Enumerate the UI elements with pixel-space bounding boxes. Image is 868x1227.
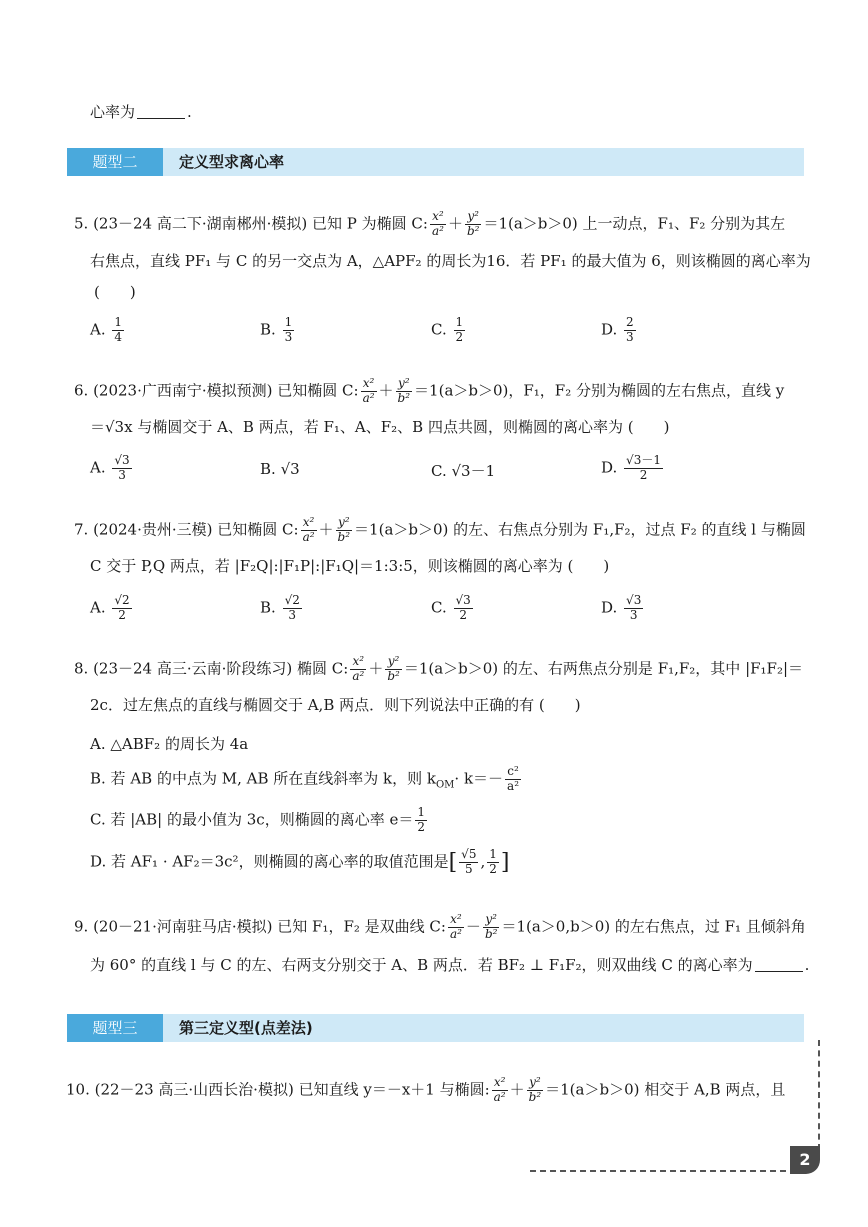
section-title: 定义型求离心率 <box>179 153 285 171</box>
section-header-type2 <box>67 148 804 176</box>
section-header-type3 <box>67 1014 804 1042</box>
section-tag: 题型三 <box>67 1014 163 1042</box>
question-6-line1: 6. (2023·广西南宁·模拟预测) 已知椭圆 C: $\frac{\text{x²}}{\text{a²}}$ ＋ $\frac{\text{y²}}{\text{b²}}$ ＝1(a＞b＞0)，F₁，F₂ 分别为椭圆的左右焦点，直线 y <box>74 376 785 405</box>
q5-option-d[interactable]: D. $\frac{2}{3}$ <box>601 315 634 344</box>
question-10-line1: 10. (22－23 高三·山西长治·模拟) 已知直线 y＝－x＋1 与椭圆: $\frac{\text{x²}}{\text{a²}}$ ＋ $\frac{\text{y²}}{\text{b²}}$ ＝1(a＞b＞0) 相交于 A,B 两点，且 <box>66 1075 786 1104</box>
question-8-line2: 2c．过左焦点的直线与椭圆交于 A,B 两点．则下列说法中正确的有 ( ) <box>90 696 581 714</box>
question-5-line2: 右焦点，直线 PF₁ 与 C 的另一交点为 A，△APF₂ 的周长为16．若 PF₁ 的最大值为 6，则该椭圆的离心率为 <box>90 252 811 270</box>
question-8-line1: 8. (23－24 高三·云南·阶段练习) 椭圆 C: $\frac{\text{x²}}{\text{a²}}$ ＋ $\frac{\text{y²}}{\text{b²}}$ ＝1(a＞b＞0) 的左、右两焦点分别是 F₁,F₂，其中 |F₁F₂|＝ <box>74 654 804 683</box>
question-7-line2: C 交于 P,Q 两点，若 |F₂Q|:|F₁P|:|F₁Q|＝1:3:5，则该椭圆的离心率为 ( ) <box>90 557 610 575</box>
q5-option-c[interactable]: C. $\frac{1}{2}$ <box>431 315 464 344</box>
page-corner-dashed-vertical <box>818 1040 820 1150</box>
q5-option-a[interactable]: A. $\frac{1}{4}$ <box>90 315 123 344</box>
answer-blank[interactable] <box>755 957 803 972</box>
question-5-line3: ( ) <box>94 283 136 301</box>
section-title: 第三定义型(点差法) <box>179 1019 313 1037</box>
question-9-line2: 为 60° 的直线 l 与 C 的左、右两支分别交于 A、B 两点．若 BF₂ ⊥ F₁F₂，则双曲线 C 的离心率为 . <box>90 956 810 974</box>
question-5-line1: 5. (23－24 高二下·湖南郴州·模拟) 已知 P 为椭圆 C: $\frac{\text{x²}}{\text{a²}}$ ＋ $\frac{\text{y²}}{\text{b²}}$ ＝1(a＞b＞0) 上一动点，F₁、F₂ 分别为其左 <box>74 209 786 238</box>
q7-option-c[interactable]: C. $\frac{√3}{2}$ <box>431 593 471 622</box>
q8-option-d[interactable]: D. 若 AF₁ · AF₂＝3c²，则椭圆的离心率的取值范围是[ $\frac{√5}{5}$ , $\frac{1}{2}$ ] <box>90 847 510 876</box>
question-7-line1: 7. (2024·贵州·三模) 已知椭圆 C: $\frac{\text{x²}}{\text{a²}}$ ＋ $\frac{\text{y²}}{\text{b²}}$ ＝1(a＞b＞0) 的左、右焦点分别为 F₁,F₂，过点 F₂ 的直线 l 与椭圆 <box>74 515 806 544</box>
q6-option-a[interactable]: A. $\frac{√3}{3}$ <box>90 453 130 482</box>
q7-option-a[interactable]: A. $\frac{√2}{2}$ <box>90 593 130 622</box>
q7-option-b[interactable]: B. $\frac{√2}{3}$ <box>260 593 300 622</box>
continuation-line: 心率为 . <box>90 103 192 121</box>
section-tag: 题型二 <box>67 148 163 176</box>
q5-option-b[interactable]: B. $\frac{1}{3}$ <box>260 315 293 344</box>
q7-option-d[interactable]: D. $\frac{√3}{3}$ <box>601 593 642 622</box>
q8-option-c[interactable]: C. 若 |AB| 的最小值为 3c，则椭圆的离心率 e＝ $\frac{1}{2}$ <box>90 805 425 834</box>
page-corner-dashed-horizontal <box>530 1170 786 1172</box>
q6-option-c[interactable]: C. √3－1 <box>431 462 496 480</box>
q6-option-b[interactable]: B. √3 <box>260 460 300 478</box>
q6-option-d[interactable]: D. $\frac{√3-1}{2}$ <box>601 453 661 482</box>
q8-option-a[interactable]: A. △ABF₂ 的周长为 4a <box>90 735 249 753</box>
q8-option-b[interactable]: B. 若 AB 的中点为 M, AB 所在直线斜率为 k，则 $k_{OM}\cdot k=-$ $\frac{\text{c²}}{\text{a²}}$ <box>90 764 520 793</box>
question-6-line2: ＝√3x 与椭圆交于 A、B 两点，若 F₁、A、F₂、B 四点共圆，则椭圆的离心率为 ( ) <box>90 418 670 436</box>
page-number: 2 <box>790 1146 820 1174</box>
answer-blank[interactable] <box>137 104 185 119</box>
question-9-line1: 9. (20－21·河南驻马店·模拟) 已知 F₁，F₂ 是双曲线 C: $\frac{\text{x²}}{\text{a²}}$ － $\frac{\text{y²}}{\text{b²}}$ ＝1(a＞0,b＞0) 的左右焦点，过 F₁ 且倾斜角 <box>74 912 806 941</box>
